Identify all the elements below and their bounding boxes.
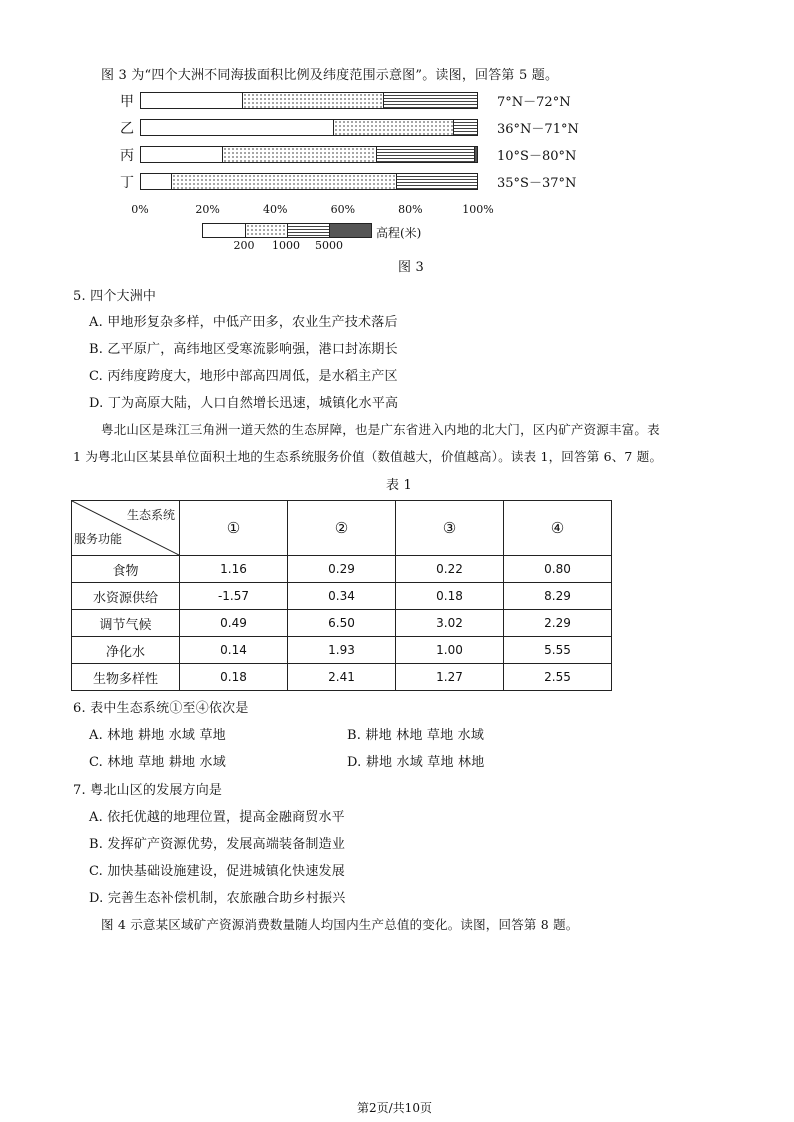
bar-segment: [222, 147, 377, 162]
legend-label-1000: 1000: [272, 239, 300, 252]
col-header: ④: [504, 501, 612, 556]
fig4-intro: 图 4 示意某区域矿产资源消费数量随人均国内生产总值的变化。读图，回答第 8 题。: [101, 917, 579, 932]
bar-category-label: 丙: [120, 148, 134, 164]
table-cell: 2.55: [504, 664, 612, 691]
row-label: 调节气候: [72, 610, 180, 637]
q6-option-a: A. 林地 耕地 水域 草地: [89, 728, 226, 743]
table-cell: 2.29: [504, 610, 612, 637]
table-row: [72, 610, 612, 637]
q6-option-d: D. 耕地 水域 草地 林地: [347, 755, 485, 770]
table-cell: 0.18: [396, 583, 504, 610]
legend-swatch-gt5000: [329, 224, 371, 237]
bar-segment: [141, 174, 171, 189]
table-row: [72, 556, 612, 583]
q7-option-c: C. 加快基础设施建设，促进城镇化快速发展: [89, 864, 345, 879]
passage-line-2: 1 为粤北山区某县单位面积土地的生态系统服务价值（数值越大，价值越高）。读表 1，回答第 6、7 题。: [73, 449, 663, 464]
table-cell: 6.50: [288, 610, 396, 637]
table-corner-header: [72, 501, 180, 556]
x-tick-label: 80%: [398, 203, 423, 216]
bar-segment: [383, 93, 477, 108]
bar-segment: [396, 174, 477, 189]
legend-label-5000: 5000: [315, 239, 343, 252]
corner-bottom-label: 服务功能: [74, 532, 123, 546]
fig3-intro: 图 3 为“四个大洲不同海拔面积比例及纬度范围示意图”。读图，回答第 5 题。: [101, 68, 559, 83]
x-tick-label: 0%: [131, 203, 149, 216]
table-1: [71, 500, 612, 691]
bar-segment: [141, 147, 222, 162]
passage-line-1: 粤北山区是珠江三角洲一道天然的生态屏障，也是广东省进入内地的北大门，区内矿产资源丰富。表: [101, 422, 660, 437]
latitude-range-label: 35°S－37°N: [497, 176, 577, 191]
row-label: 净化水: [72, 637, 180, 664]
q5-option-c: C. 丙纬度跨度大，地形中部高四周低，是水稻主产区: [89, 369, 398, 384]
table-cell: 1.93: [288, 637, 396, 664]
bar-segment: [242, 93, 383, 108]
corner-top-label: 生态系统: [126, 508, 175, 522]
fig3-caption: 图 3: [398, 260, 425, 275]
q6-option-c: C. 林地 草地 耕地 水域: [89, 755, 226, 770]
bar-segment: [171, 174, 396, 189]
fig3-chart: [110, 86, 590, 276]
stacked-bar: [140, 173, 478, 190]
x-tick-label: 60%: [330, 203, 356, 216]
elevation-legend: [202, 223, 372, 238]
page-footer: 第2页/共10页: [357, 1101, 432, 1115]
table-cell: 0.34: [288, 583, 396, 610]
table-cell: 1.16: [180, 556, 288, 583]
bar-category-label: 乙: [120, 121, 134, 137]
col-header: ③: [396, 501, 504, 556]
table-cell: 1.00: [396, 637, 504, 664]
row-label: 食物: [72, 556, 180, 583]
row-label: 水资源供给: [72, 583, 180, 610]
bar-category-label: 丁: [120, 175, 134, 191]
bar-segment: [474, 147, 477, 162]
table-cell: 0.49: [180, 610, 288, 637]
table-cell: 8.29: [504, 583, 612, 610]
latitude-range-label: 36°N－71°N: [497, 122, 579, 137]
q6-option-b: B. 耕地 林地 草地 水域: [347, 728, 485, 743]
table-cell: 5.55: [504, 637, 612, 664]
stacked-bar: [140, 119, 478, 136]
stacked-bar: [140, 92, 478, 109]
q7-option-a: A. 依托优越的地理位置，提高金融商贸水平: [89, 810, 345, 825]
table-cell: 1.27: [396, 664, 504, 691]
table-cell: 0.14: [180, 637, 288, 664]
latitude-range-label: 10°S－80°N: [497, 149, 577, 164]
table-cell: 0.29: [288, 556, 396, 583]
bar-segment: [141, 120, 333, 135]
q6-stem: 6. 表中生态系统①至④依次是: [73, 701, 249, 716]
legend-swatch-lt200: [203, 224, 245, 237]
col-header: ②: [288, 501, 396, 556]
q5-option-b: B. 乙平原广，高纬地区受寒流影响强，港口封冻期长: [89, 342, 398, 357]
table-cell: 2.41: [288, 664, 396, 691]
x-tick-label: 100%: [462, 203, 494, 216]
bar-category-label: 甲: [120, 94, 134, 110]
q5-stem: 5. 四个大洲中: [73, 289, 157, 304]
table-cell: 0.18: [180, 664, 288, 691]
table-cell: 0.22: [396, 556, 504, 583]
table-row: [72, 664, 612, 691]
x-tick-label: 40%: [262, 203, 288, 216]
table-cell: 0.80: [504, 556, 612, 583]
latitude-range-label: 7°N－72°N: [497, 95, 571, 110]
bar-segment: [141, 93, 242, 108]
q7-option-b: B. 发挥矿产资源优势，发展高端装备制造业: [89, 837, 346, 852]
table-cell: -1.57: [180, 583, 288, 610]
legend-swatch-200-1000: [245, 224, 287, 237]
row-label: 生物多样性: [72, 664, 180, 691]
bar-segment: [333, 120, 454, 135]
table-row: [72, 637, 612, 664]
legend-unit: 高程(米): [376, 226, 422, 240]
q7-option-d: D. 完善生态补偿机制，农旅融合助乡村振兴: [89, 891, 346, 906]
q7-stem: 7. 粤北山区的发展方向是: [73, 783, 223, 798]
x-tick-label: 20%: [195, 203, 220, 216]
bar-segment: [376, 147, 473, 162]
stacked-bar: [140, 146, 478, 163]
q5-option-a: A. 甲地形复杂多样，中低产田多，农业生产技术落后: [89, 315, 398, 330]
legend-label-200: 200: [233, 239, 255, 252]
legend-swatch-1000-5000: [287, 224, 329, 237]
col-header: ①: [180, 501, 288, 556]
table1-caption: 表 1: [386, 478, 413, 493]
q5-option-d: D. 丁为高原大陆，人口自然增长迅速，城镇化水平高: [89, 396, 399, 411]
table-row: [72, 583, 612, 610]
table-cell: 3.02: [396, 610, 504, 637]
bar-segment: [453, 120, 477, 135]
